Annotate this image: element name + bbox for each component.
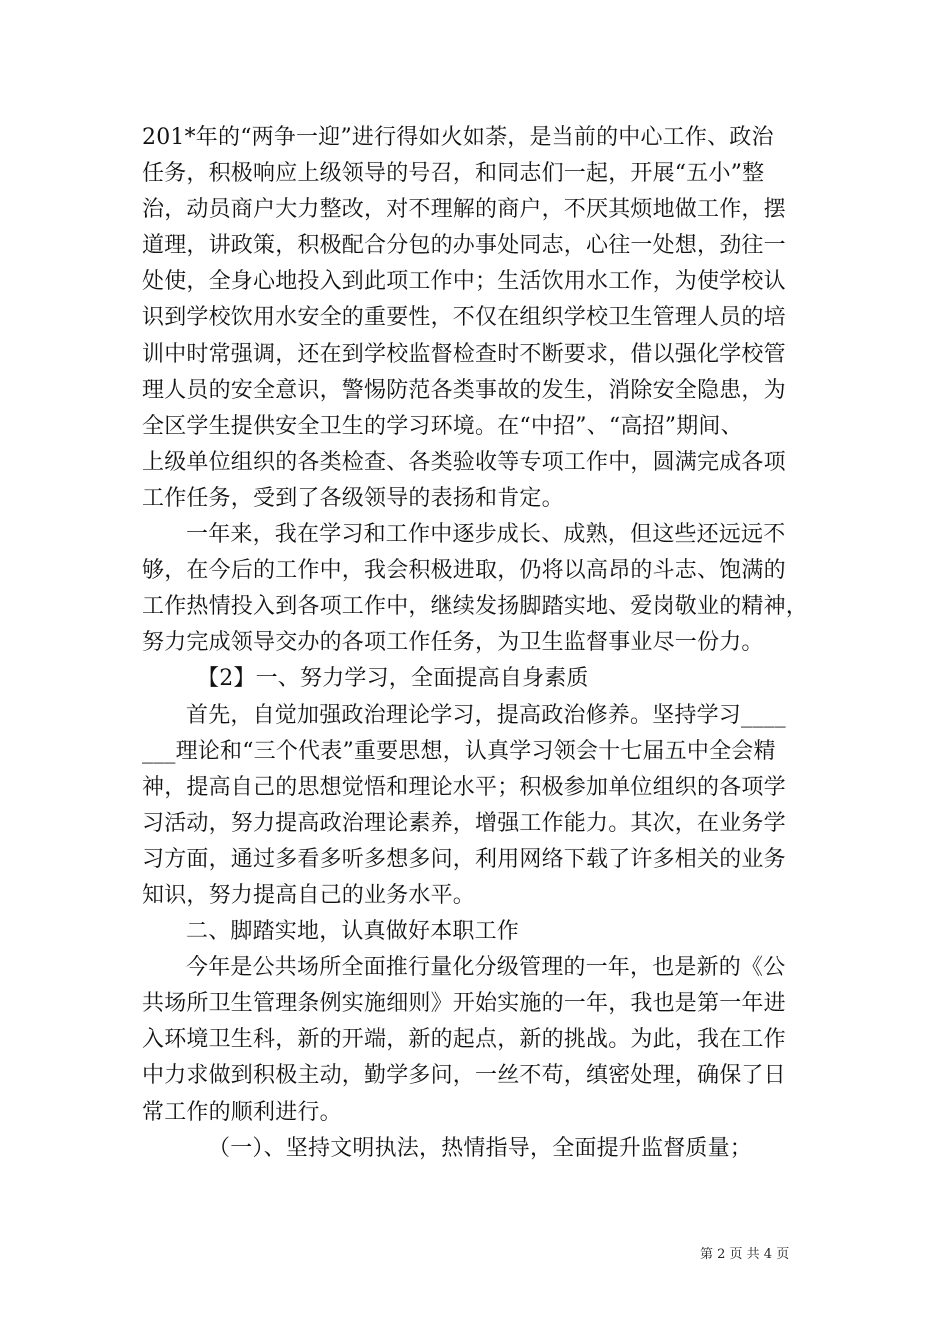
text-line-19: 神，提高自己的思想觉悟和理论水平；积极参加单位组织的各项学	[142, 774, 786, 800]
text-line-25: 共场所卫生管理条例实施细则》开始实施的一年，我也是第一年进	[142, 991, 786, 1017]
text-line-22: 知识，努力提高自己的业务水平。	[142, 882, 476, 908]
text-line-24: 今年是公共场所全面推行量化分级管理的一年，也是新的《公	[186, 955, 786, 981]
text-line-12: 一年来，我在学习和工作中逐步成长、成熟，但这些还远远不	[186, 522, 786, 548]
text-line-2: 任务，积极响应上级领导的号召，和同志们一起，开展“五小”整	[142, 161, 765, 187]
text-line-27: 中力求做到积极主动，勤学多问，一丝不苟，缜密处理，确保了日	[142, 1063, 786, 1089]
text-line-9: 全区学生提供安全卫生的学习环境。在“中招”、“高招”期间、	[142, 413, 743, 439]
text-line-5: 处使，全身心地投入到此项工作中；生活饮用水工作，为使学校认	[142, 269, 786, 295]
text-line-10: 上级单位组织的各类检查、各类验收等专项工作中，圆满完成各项	[142, 449, 786, 475]
text-line-20: 习活动，努力提高政治理论素养，增强工作能力。其次，在业务学	[142, 810, 786, 836]
text-line-26: 入环境卫生科，新的开端，新的起点，新的挑战。为此，我在工作	[142, 1027, 786, 1053]
text-line-17: 首先，自觉加强政治理论学习，提高政治修养。坚持学习____	[186, 702, 786, 728]
text-line-6: 识到学校饮用水安全的重要性，不仅在组织学校卫生管理人员的培	[142, 305, 786, 331]
text-line-7: 训中时常强调，还在到学校监督检查时不断要求，借以强化学校管	[142, 341, 786, 367]
text-line-15: 努力完成领导交办的各项工作任务，为卫生监督事业尽一份力。	[142, 630, 764, 656]
sub-heading-1: （一）、坚持文明执法，热情指导，全面提升监督质量；	[208, 1135, 753, 1161]
text-line-14: 工作热情投入到各项工作中，继续发扬脚踏实地、爱岗敬业的精神，	[142, 594, 809, 620]
text-line-3: 治，动员商户大力整改，对不理解的商户，不厌其烦地做工作，摆	[142, 197, 786, 223]
text-line-11: 工作任务，受到了各级领导的表扬和肯定。	[142, 485, 564, 511]
page-number: 第 2 页 共 4 页	[700, 1247, 790, 1262]
text-line-1: 201*年的“两争一迎”进行得如火如荼，是当前的中心工作、政治	[142, 125, 774, 150]
section-heading-2: 二、脚踏实地，认真做好本职工作	[186, 919, 520, 945]
text-line-8: 理人员的安全意识，警惕防范各类事故的发生，消除安全隐患，为	[142, 377, 786, 403]
text-line-21: 习方面，通过多看多听多想多问，利用网络下载了许多相关的业务	[142, 846, 786, 872]
text-line-18: ___理论和“三个代表”重要思想，认真学习领会十七届五中全会精	[142, 738, 776, 764]
section-heading-1: 【2】一、努力学习，全面提高自身素质	[197, 666, 589, 692]
document-body	[142, 120, 822, 1167]
text-line-13: 够，在今后的工作中，我会积极进取，仍将以高昂的斗志、饱满的	[142, 558, 786, 584]
text-line-28: 常工作的顺利进行。	[142, 1099, 342, 1125]
text-line-4: 道理，讲政策，积极配合分包的办事处同志，心往一处想，劲往一	[142, 233, 786, 259]
